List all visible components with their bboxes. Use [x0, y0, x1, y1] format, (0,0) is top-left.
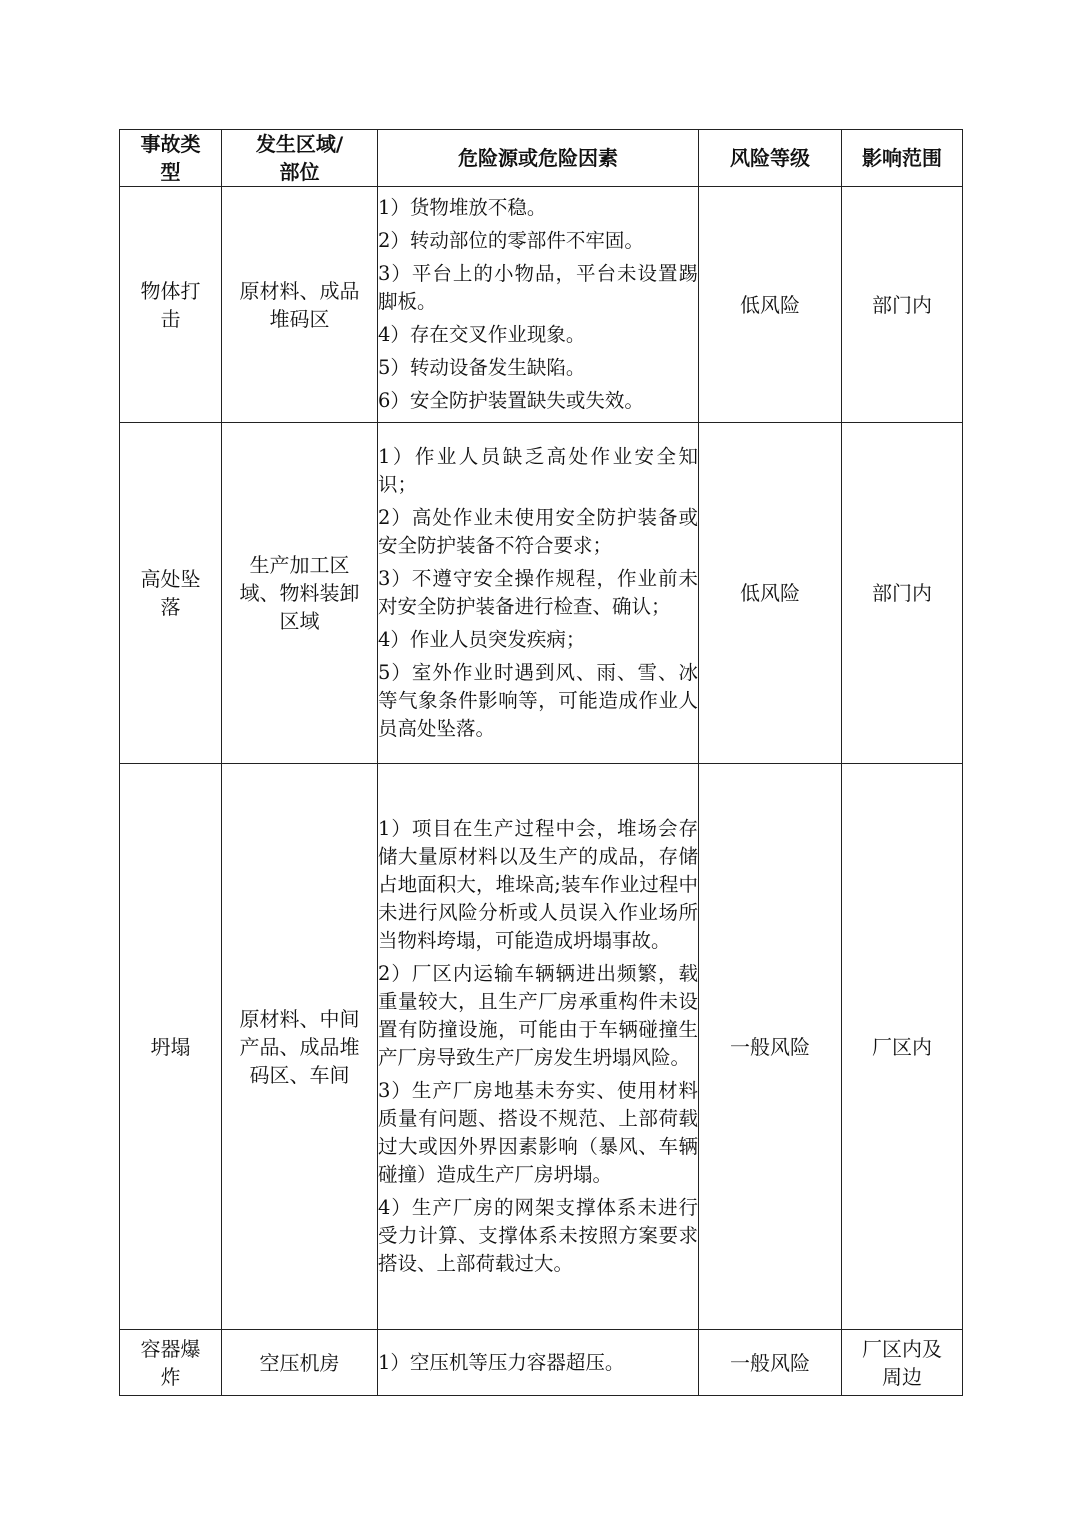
hazard-item: 2）高处作业未使用安全防护装备或安全防护装备不符合要求；: [378, 506, 698, 557]
header-hazard: 危险源或危险因素: [378, 130, 699, 187]
area-cell: 空压机房: [222, 1330, 378, 1396]
accident-type-cell: 物体打击: [120, 187, 222, 423]
table-row: [120, 764, 963, 1330]
hazard-item: 5）室外作业时遇到风、雨、雪、冰等气象条件影响等，可能造成作业人员高处坠落。: [378, 661, 698, 740]
hazard-item: 4）作业人员突发疾病；: [378, 628, 586, 651]
hazard-item: 6）安全防护装置缺失或失效。: [378, 389, 644, 412]
hazard-item: 3）不遵守安全操作规程，作业前未对安全防护装备进行检查、确认；: [378, 567, 698, 618]
header-risk-level: 风险等级: [699, 130, 842, 187]
table-header-row: [120, 130, 963, 187]
header-accident-type: 事故类型: [120, 130, 222, 187]
accident-type-cell: 容器爆炸: [120, 1330, 222, 1396]
table-row: [120, 423, 963, 764]
impact-scope-cell: 厂区内及周边: [842, 1330, 963, 1396]
hazard-item: 4）生产厂房的网架支撑体系未进行受力计算、支撑体系未按照方案要求搭设、上部荷载过大。: [378, 1196, 698, 1275]
hazard-item: 4）存在交叉作业现象。: [378, 323, 586, 346]
hazard-item: 2）厂区内运输车辆辆进出频繁，载重量较大，且生产厂房承重构件未设置有防撞设施，可能由于车辆碰撞生产厂房导致生产厂房发生坍塌风险。: [378, 962, 698, 1069]
header-impact-scope: 影响范围: [842, 130, 963, 187]
hazard-item: 1）项目在生产过程中会，堆场会存储大量原材料以及生产的成品，存储占地面积大，堆垛高;装车作业过程中未进行风险分析或人员误入作业场所当物料垮塌，可能造成坍塌事故。: [378, 817, 698, 952]
risk-level-cell: 一般风险: [699, 1330, 842, 1396]
table-row: [120, 187, 963, 423]
impact-scope-cell: 厂区内: [842, 764, 963, 1330]
hazard-item: 3）生产厂房地基未夯实、使用材料质量有问题、搭设不规范、上部荷载过大或因外界因素影响（暴风、车辆碰撞）造成生产厂房坍塌。: [378, 1079, 698, 1186]
accident-type-cell: 坍塌: [120, 764, 222, 1330]
hazard-cell: [378, 764, 699, 1330]
hazard-item: 1）空压机等压力容器超压。: [378, 1350, 625, 1374]
hazard-item: 5）转动设备发生缺陷。: [378, 356, 586, 379]
area-cell: 原材料、成品堆码区: [222, 187, 378, 423]
table-row: [120, 1330, 963, 1396]
hazard-item: 2）转动部位的零部件不牢固。: [378, 229, 644, 252]
risk-level-cell: 一般风险: [699, 764, 842, 1330]
hazard-cell: [378, 187, 699, 423]
hazard-cell: [378, 1330, 699, 1396]
risk-table: [119, 129, 963, 1396]
impact-scope-cell: 部门内: [842, 187, 963, 423]
risk-level-cell: 低风险: [699, 187, 842, 423]
area-cell: 原材料、中间产品、成品堆码区、车间: [222, 764, 378, 1330]
area-cell: 生产加工区域、物料装卸区域: [222, 423, 378, 764]
hazard-cell: [378, 423, 699, 764]
hazard-item: 1）货物堆放不稳。: [378, 196, 547, 219]
hazard-item: 1）作业人员缺乏高处作业安全知识；: [378, 445, 698, 496]
risk-level-cell: 低风险: [699, 423, 842, 764]
accident-type-cell: 高处坠落: [120, 423, 222, 764]
hazard-item: 3）平台上的小物品，平台未设置踢脚板。: [378, 262, 698, 313]
header-area: 发生区域/部位: [222, 130, 378, 187]
impact-scope-cell: 部门内: [842, 423, 963, 764]
